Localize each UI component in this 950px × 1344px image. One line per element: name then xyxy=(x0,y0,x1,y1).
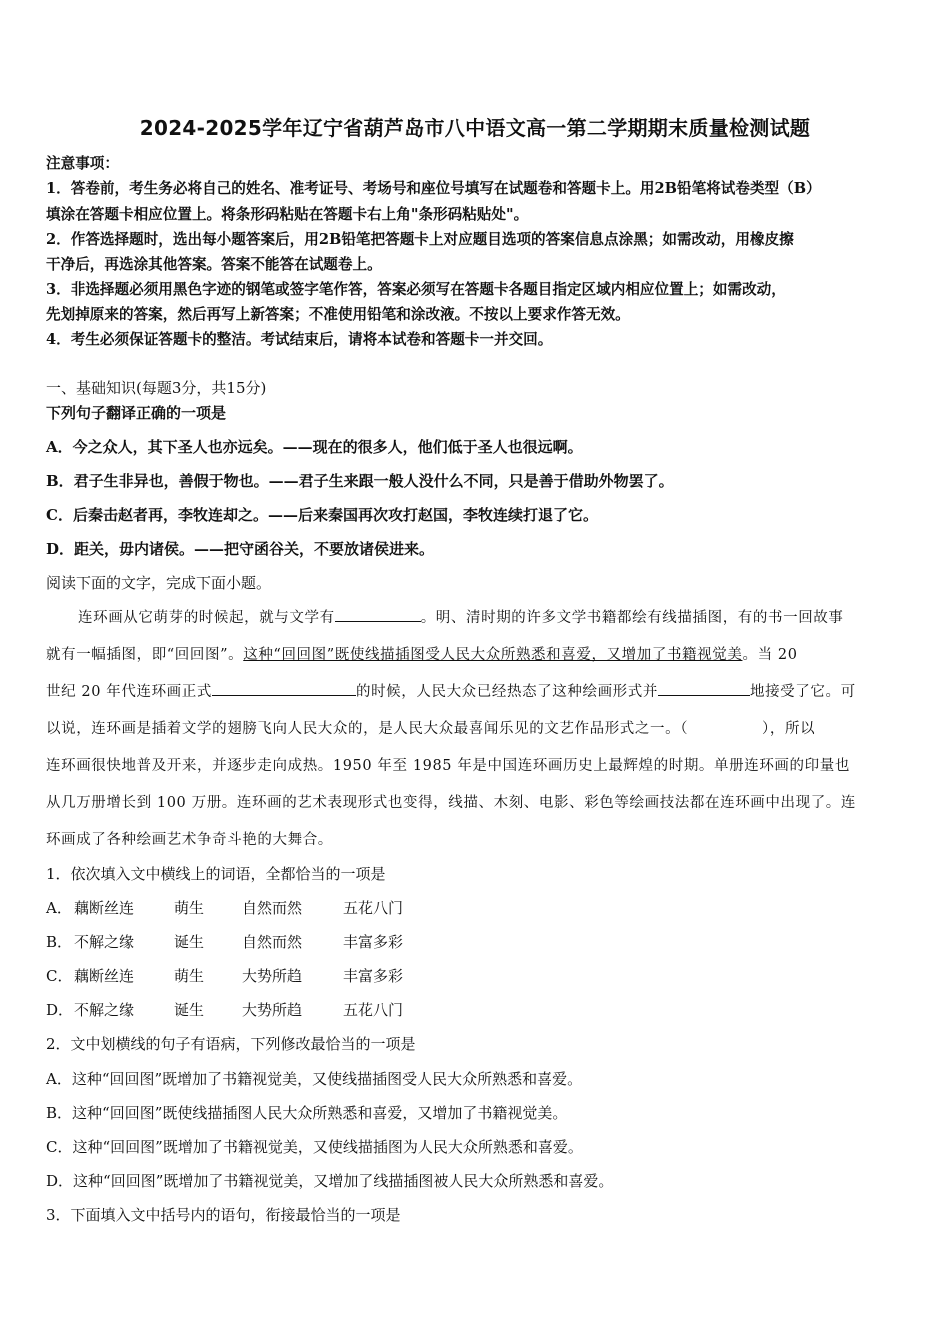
question-stem: 2．文中划横线的句子有语病，下列修改最恰当的一项是 xyxy=(46,1035,416,1053)
section-heading: 一、基础知识(每题3分，共15分) xyxy=(46,379,267,397)
blank-line xyxy=(335,607,421,622)
passage-text: 连环画从它萌芽的时候起，就与文学有 xyxy=(78,610,335,626)
passage-text: 的时候，人民大众已经热态了这种绘画形式并 xyxy=(355,684,658,700)
q2-option-b: B．这种“回回图”既使线描插图人民大众所熟悉和喜爱，又增加了书籍视觉美。 xyxy=(46,1104,568,1122)
passage-line xyxy=(78,606,844,627)
notice-line: 先划掉原来的答案，然后再写上新答案；不准使用铅笔和涂改液。不按以上要求作答无效。 xyxy=(46,306,630,323)
blank-line xyxy=(212,681,356,696)
q1-option-a: A． 藕断丝连 萌生 自然而然 五花八门 xyxy=(46,899,404,917)
passage-line xyxy=(46,643,798,664)
q2-option-a: A．这种“回回图”既增加了书籍视觉美，又使线描插图受人民大众所熟悉和喜爱。 xyxy=(46,1070,583,1088)
passage-text: 。明、清时期的许多文学书籍都绘有线描插图，有的书一回故事 xyxy=(420,610,844,626)
q1-option-c: C． 藕断丝连 萌生 大势所趋 丰富多彩 xyxy=(46,967,404,985)
notice-line: 1．答卷前，考生务必将自己的姓名、准考证号、考场号和座位号填写在试题卷和答题卡上。用2B铅笔将试卷类型（B） xyxy=(46,180,821,197)
notice-heading: 注意事项： xyxy=(46,155,119,172)
option-a: A．今之众人，其下圣人也亦远矣。——现在的很多人，他们低于圣人也很远啊。 xyxy=(46,438,583,456)
page-title: 2024-2025学年辽宁省葫芦岛市八中语文高一第二学期期末质量检测试题 xyxy=(139,116,811,140)
option-d: D．距关，毋内诸侯。——把守函谷关，不要放诸侯进来。 xyxy=(46,540,435,558)
q1-option-b: B． 不解之缘 诞生 自然而然 丰富多彩 xyxy=(46,933,404,951)
underlined-sentence: 这种“回回图”既使线描插图受人民大众所熟悉和喜爱，又增加了书籍视觉美 xyxy=(243,647,743,663)
passage-line: 环画成了各种绘画艺术争奇斗艳的大舞合。 xyxy=(46,832,333,848)
passage-text: 世纪 20 年代连环画正式 xyxy=(46,684,212,700)
passage-text: 就有一幅插图，即“回回图”。 xyxy=(46,647,244,663)
question-stem: 1．依次填入文中横线上的词语，全都恰当的一项是 xyxy=(46,865,386,883)
q1-option-d: D．不解之缘 诞生 大势所趋 五花八门 xyxy=(46,1001,404,1019)
passage-text: ），所以 xyxy=(762,721,816,737)
question-stem: 下列句子翻译正确的一项是 xyxy=(46,404,227,422)
passage-text: 以说，连环画是插着文学的翅膀飞向人民大众的，是人民大众最喜闻乐见的文艺作品形式之一。（ xyxy=(46,721,689,737)
reading-intro: 阅读下面的文字，完成下面小题。 xyxy=(46,574,272,592)
option-b: B．君子生非异也，善假于物也。——君子生来跟一般人没什么不同，只是善于借助外物罢了。 xyxy=(46,472,674,490)
blank-line xyxy=(658,681,750,696)
notice-line: 干净后，再选涂其他答案。答案不能答在试题卷上。 xyxy=(46,256,382,273)
passage-line xyxy=(46,680,856,701)
passage-line: 从几万册增长到 100 万册。连环画的艺术表现形式也变得，线描、木刻、电影、彩色等绘画技法都在连环画中出现了。连 xyxy=(46,795,856,811)
passage-text: 。当 20 xyxy=(742,647,798,663)
notice-line: 填涂在答题卡相应位置上。将条形码粘贴在答题卡右上角"条形码粘贴处"。 xyxy=(46,206,529,223)
passage-line: 连环画很快地普及开来，并逐步走向成热。1950 年至 1985 年是中国连环画历史上最辉煌的时期。单册连环画的印量也 xyxy=(46,758,850,774)
q2-option-c: C．这种“回回图”既增加了书籍视觉美，又使线描插图为人民大众所熟悉和喜爱。 xyxy=(46,1138,583,1156)
question-stem: 3．下面填入文中括号内的语句，衔接最恰当的一项是 xyxy=(46,1206,401,1224)
notice-line: 3．非选择题必须用黑色字迹的钢笔或签字笔作答，答案必须写在答题卡各题目指定区域内相应位置上；如需改动， xyxy=(46,281,786,298)
passage-line xyxy=(46,717,815,738)
notice-line: 2．作答选择题时，选出每小题答案后，用2B铅笔把答题卡上对应题目选项的答案信息点涂黑；如需改动，用橡皮擦 xyxy=(46,231,794,248)
passage-text: 地接受了它。可 xyxy=(749,684,856,700)
notice-line: 4．考生必须保证答题卡的整洁。考试结束后，请将本试卷和答题卡一并交回。 xyxy=(46,331,553,348)
option-c: C．后秦击赵者再，李牧连却之。——后来秦国再次攻打赵国，李牧连续打退了它。 xyxy=(46,506,598,524)
q2-option-d: D．这种“回回图”既增加了书籍视觉美，又增加了线描插图被人民大众所熟悉和喜爱。 xyxy=(46,1172,614,1190)
